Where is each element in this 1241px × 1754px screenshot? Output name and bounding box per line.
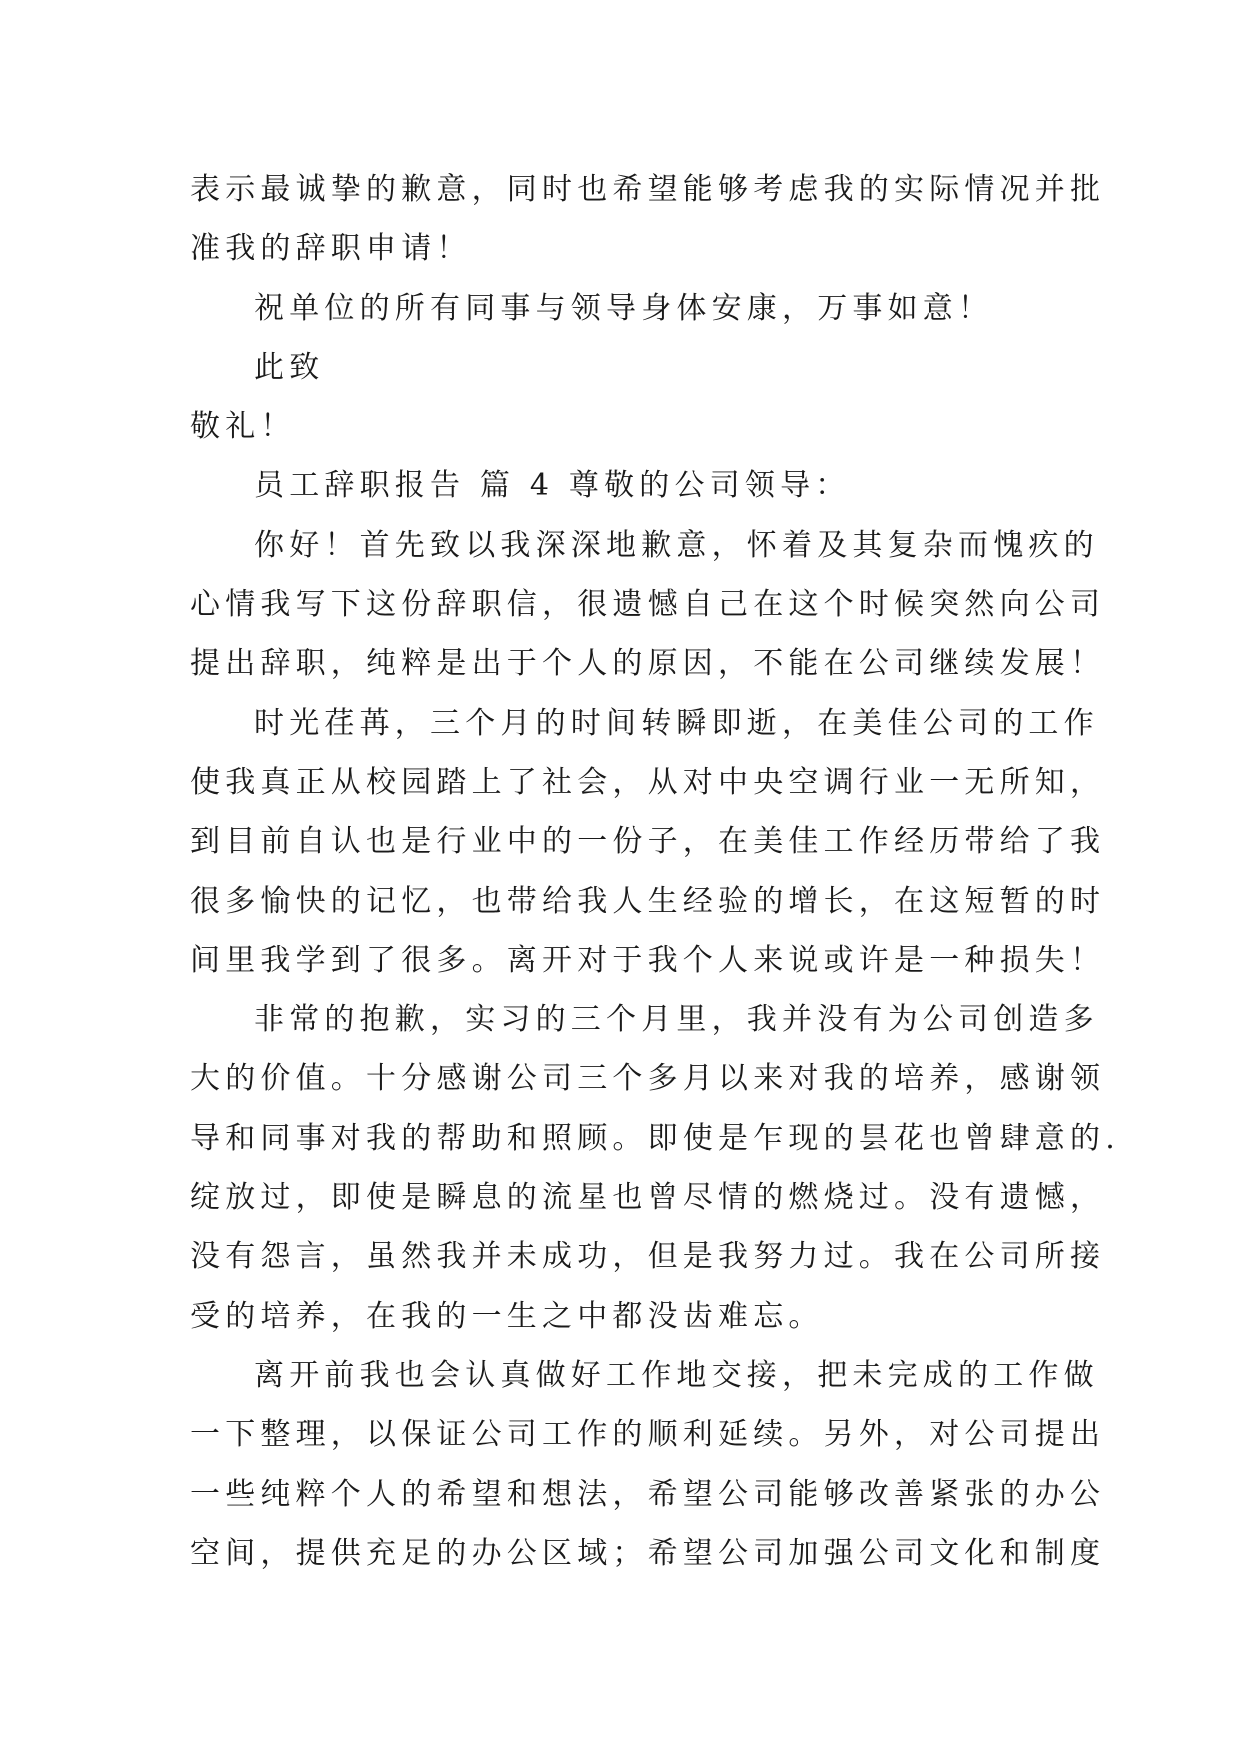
text-line: 使我真正从校园踏上了社会，从对中央空调行业一无所知， — [190, 764, 1106, 800]
text-line: 此致 — [254, 349, 325, 385]
text-line: 离开前我也会认真做好工作地交接，把未完成的工作做 — [254, 1357, 1099, 1393]
text-line: 没有怨言，虽然我并未成功，但是我努力过。我在公司所接 — [190, 1239, 1106, 1275]
text-line: 很多愉快的记忆，也带给我人生经验的增长，在这短暂的时 — [190, 883, 1106, 919]
text-line: 心情我写下这份辞职信，很遗憾自己在这个时候突然向公司 — [190, 587, 1106, 623]
text-line: 时光荏苒，三个月的时间转瞬即逝，在美佳公司的工作 — [254, 705, 1099, 741]
text-line: 大的价值。十分感谢公司三个多月以来对我的培养，感谢领 — [190, 1061, 1106, 1097]
section-heading: 员工辞职报告 篇 4 尊敬的公司领导： — [254, 468, 851, 504]
text-line: 到目前自认也是行业中的一份子，在美佳工作经历带给了我 — [190, 824, 1106, 860]
document-body — [190, 160, 1120, 1583]
text-line: 准我的辞职申请！ — [190, 231, 472, 267]
text-line: 表示最诚挚的歉意，同时也希望能够考虑我的实际情况并批 — [190, 172, 1106, 207]
text-line: 一下整理，以保证公司工作的顺利延续。另外，对公司提出 — [190, 1417, 1106, 1453]
text-line: 提出辞职，纯粹是出于个人的原因，不能在公司继续发展！ — [190, 646, 1106, 682]
text-line: 敬礼！ — [190, 409, 296, 445]
text-line: 绽放过，即使是瞬息的流星也曾尽情的燃烧过。没有遗憾， — [190, 1180, 1106, 1216]
text-line: 间里我学到了很多。离开对于我个人来说或许是一种损失！ — [190, 942, 1106, 978]
text-line: 你好！首先致以我深深地歉意，怀着及其复杂而愧疚的 — [254, 527, 1099, 563]
text-line: 非常的抱歉，实习的三个月里，我并没有为公司创造多 — [254, 1002, 1099, 1038]
text-line: 一些纯粹个人的希望和想法，希望公司能够改善紧张的办公 — [190, 1476, 1106, 1512]
text-line: 祝单位的所有同事与领导身体安康，万事如意！ — [254, 290, 994, 326]
text-line: 空间，提供充足的办公区域；希望公司加强公司文化和制度 — [190, 1535, 1106, 1571]
text-line: 导和同事对我的帮助和照顾。即使是乍现的昙花也曾肆意的. — [190, 1120, 1120, 1156]
text-line: 受的培养，在我的一生之中都没齿难忘。 — [190, 1298, 824, 1334]
